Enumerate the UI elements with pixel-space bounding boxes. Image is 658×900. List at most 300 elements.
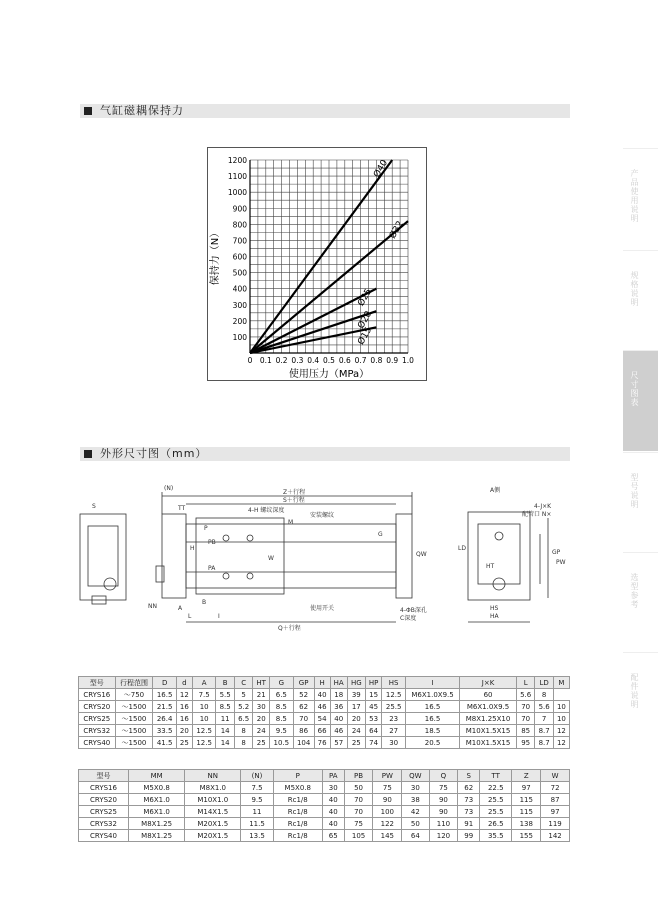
- side-tab-label: 选型参考: [630, 573, 639, 609]
- table-cell: 5.2: [234, 701, 252, 713]
- table-cell: 8: [234, 725, 252, 737]
- table-cell: 26.4: [153, 713, 177, 725]
- series-label: Ø25: [356, 287, 375, 309]
- table-cell: 8.5: [270, 701, 294, 713]
- table-cell: 40: [330, 713, 347, 725]
- column-header: P: [273, 770, 322, 782]
- cylinder-body: [186, 524, 396, 588]
- table-cell: 46: [330, 725, 347, 737]
- table-cell: 8.5: [216, 701, 234, 713]
- table-cell: 8.5: [270, 713, 294, 725]
- table-cell: 70: [516, 701, 534, 713]
- label-gp: GP: [552, 549, 561, 556]
- section-header-holding-force: [80, 104, 570, 118]
- section-title: 气缸磁耦保持力: [100, 104, 184, 117]
- table-cell: 10.5: [270, 737, 294, 749]
- label-q-stroke: Q＋行程: [278, 625, 301, 632]
- table-cell: 25.5: [382, 701, 406, 713]
- side-tab-selection[interactable]: [623, 552, 658, 651]
- x-tick-label: 0.1: [259, 356, 272, 365]
- table-cell: CRYS40: [79, 830, 129, 842]
- label-h: H: [190, 545, 195, 552]
- table-cell: M10X1.5X15: [460, 737, 517, 749]
- table-cell: 65: [322, 830, 344, 842]
- label-hs: HS: [490, 605, 499, 612]
- table-cell: 12: [553, 725, 569, 737]
- side-tab-label: 产品使用说明: [630, 169, 639, 223]
- table-cell: 30: [402, 782, 429, 794]
- y-tick-label: 100: [232, 332, 247, 342]
- table-cell: 57: [330, 737, 347, 749]
- table-cell: 14: [216, 737, 234, 749]
- table-cell: 11.5: [241, 818, 273, 830]
- table-cell: M8X1.25X10: [460, 713, 517, 725]
- y-axis-label: 保持力（N）: [210, 227, 221, 286]
- label-ha: HA: [490, 613, 499, 620]
- x-axis-label: 使用压力（MPa）: [288, 369, 370, 380]
- table-cell: 95: [516, 737, 534, 749]
- holding-force-chart: [207, 147, 427, 381]
- table-cell: 97: [541, 806, 570, 818]
- x-tick-label: 0.9: [386, 356, 399, 365]
- column-header: I: [405, 677, 459, 689]
- table-cell: CRYS32: [79, 725, 116, 737]
- section-header-dimensions: [80, 447, 570, 461]
- table-cell: M10X1.0: [185, 794, 241, 806]
- table-cell: 75: [373, 782, 402, 794]
- table-row: [79, 794, 570, 806]
- table-cell: M14X1.5: [185, 806, 241, 818]
- table-cell: M6X1.0: [129, 794, 185, 806]
- table-cell: ～1500: [115, 701, 153, 713]
- table-cell: 11: [241, 806, 273, 818]
- table-cell: 40: [322, 794, 344, 806]
- table-cell: 16.5: [153, 689, 177, 701]
- table-cell: 72: [541, 782, 570, 794]
- side-tab-usage[interactable]: [623, 148, 658, 249]
- column-header: M: [553, 677, 569, 689]
- table-cell: 8.7: [535, 737, 553, 749]
- table-cell: 86: [293, 725, 314, 737]
- column-header: Z: [512, 770, 541, 782]
- table-cell: 115: [512, 806, 541, 818]
- column-header: PB: [344, 770, 373, 782]
- table-cell: M5X0.8: [129, 782, 185, 794]
- table-cell: CRYS20: [79, 701, 116, 713]
- table-cell: 10: [553, 701, 569, 713]
- y-tick-label: 500: [232, 268, 247, 278]
- table-cell: 76: [314, 737, 330, 749]
- series-label: Ø40: [372, 158, 391, 180]
- table-row: [79, 713, 570, 725]
- table-cell: 62: [458, 782, 480, 794]
- label-mount-thread: 安装螺纹: [310, 512, 335, 519]
- label-switch: 使用开关: [310, 605, 335, 612]
- table-cell: 12.5: [192, 737, 216, 749]
- left-end-view: [80, 514, 126, 600]
- x-tick-label: 0.2: [275, 356, 288, 365]
- x-tick-label: 1.0: [402, 356, 414, 365]
- table-cell: M5X0.8: [273, 782, 322, 794]
- table-header-row: [79, 677, 570, 689]
- table-cell: 7.5: [192, 689, 216, 701]
- column-header: L: [516, 677, 534, 689]
- table-cell: 42: [402, 806, 429, 818]
- label-s: S: [92, 503, 96, 510]
- table-cell: CRYS16: [79, 689, 116, 701]
- table-cell: CRYS16: [79, 782, 129, 794]
- table-cell: 6.5: [234, 713, 252, 725]
- table-cell: 7: [535, 713, 553, 725]
- table-row: [79, 725, 570, 737]
- table-cell: 104: [293, 737, 314, 749]
- table-cell: 8.7: [535, 725, 553, 737]
- table-cell: 12.5: [192, 725, 216, 737]
- table-cell: M6X1.0X9.5: [405, 689, 459, 701]
- table-cell: 41.5: [153, 737, 177, 749]
- table-cell: 16.5: [405, 701, 459, 713]
- right-end-view: [468, 512, 530, 600]
- table-cell: 9.5: [270, 725, 294, 737]
- label-i: I: [218, 613, 220, 620]
- table-cell: 87: [541, 794, 570, 806]
- table-cell: 20: [176, 725, 192, 737]
- table-cell: 145: [373, 830, 402, 842]
- y-tick-label: 1200: [227, 156, 247, 165]
- table-cell: Rc1/8: [273, 818, 322, 830]
- table-cell: CRYS25: [79, 806, 129, 818]
- table-cell: 75: [429, 782, 458, 794]
- label-a-side: A侧: [490, 487, 501, 494]
- column-header: D: [153, 677, 177, 689]
- table-cell: M6X1.0X9.5: [460, 701, 517, 713]
- y-tick-label: 200: [232, 316, 247, 326]
- label-c-depth: C深度: [400, 615, 417, 622]
- table-cell: 64: [402, 830, 429, 842]
- label-port: 配管口 N×: [522, 511, 552, 518]
- column-header: A: [192, 677, 216, 689]
- column-header: HS: [382, 677, 406, 689]
- table-cell: Rc1/8: [273, 794, 322, 806]
- column-header: HT: [253, 677, 270, 689]
- column-header: HG: [347, 677, 365, 689]
- table-cell: 18: [330, 689, 347, 701]
- table-cell: 85: [516, 725, 534, 737]
- table-cell: 30: [253, 701, 270, 713]
- column-header: G: [270, 677, 294, 689]
- table-cell: M6X1.0: [129, 806, 185, 818]
- table-cell: 90: [373, 794, 402, 806]
- table-cell: CRYS25: [79, 713, 116, 725]
- table-cell: M8X1.0: [185, 782, 241, 794]
- table-cell: 38: [402, 794, 429, 806]
- label-s-stroke: S＋行程: [283, 497, 305, 504]
- column-header: W: [541, 770, 570, 782]
- table-cell: 22.5: [480, 782, 512, 794]
- left-end-cap: [162, 514, 186, 598]
- column-header: d: [176, 677, 192, 689]
- table-cell: 73: [458, 806, 480, 818]
- side-tab-specs[interactable]: [623, 250, 658, 349]
- label-pa: PA: [208, 565, 216, 572]
- table-cell: 25.5: [480, 806, 512, 818]
- table-cell: Rc1/8: [273, 806, 322, 818]
- table-cell: 90: [429, 794, 458, 806]
- table-cell: 25: [176, 737, 192, 749]
- table-row: [79, 689, 570, 701]
- table-cell: 16.5: [405, 713, 459, 725]
- table-cell: 122: [373, 818, 402, 830]
- table-cell: 54: [314, 713, 330, 725]
- table-cell: 120: [429, 830, 458, 842]
- table-cell: 75: [344, 818, 373, 830]
- table-cell: 6.5: [270, 689, 294, 701]
- square-bullet-icon: [84, 107, 92, 115]
- label-ld: LD: [458, 545, 466, 552]
- label-ht: HT: [486, 563, 495, 570]
- label-b: B: [202, 599, 207, 606]
- x-tick-label: 0.7: [354, 356, 367, 365]
- table-header-row: [79, 770, 570, 782]
- right-end-cap: [396, 514, 412, 598]
- table-cell: 16: [176, 701, 192, 713]
- column-header: J×K: [460, 677, 517, 689]
- table-cell: ～1500: [115, 737, 153, 749]
- table-cell: 70: [293, 713, 314, 725]
- left-end-inner: [88, 526, 118, 586]
- right-end-inner: [478, 524, 520, 584]
- table-cell: 110: [429, 818, 458, 830]
- table-cell: 155: [512, 830, 541, 842]
- label-4jk: 4-J×K: [534, 503, 552, 510]
- column-header: LD: [535, 677, 553, 689]
- table-cell: 105: [344, 830, 373, 842]
- table-cell: 119: [541, 818, 570, 830]
- table-cell: 40: [322, 806, 344, 818]
- table-cell: 20: [347, 713, 365, 725]
- table-cell: 10: [192, 701, 216, 713]
- column-header: Q: [429, 770, 458, 782]
- y-tick-label: 1100: [227, 172, 247, 182]
- dimension-drawing: [78, 484, 578, 634]
- table-cell: 8: [234, 737, 252, 749]
- table-cell: 30: [382, 737, 406, 749]
- chart-canvas: [208, 148, 426, 380]
- x-tick-label: 0.4: [307, 356, 320, 365]
- table-cell: 27: [382, 725, 406, 737]
- table-cell: 21.5: [153, 701, 177, 713]
- table-cell: 8: [535, 689, 553, 701]
- table-cell: 12: [176, 689, 192, 701]
- table-cell: 30: [322, 782, 344, 794]
- table-cell: 99: [458, 830, 480, 842]
- y-tick-label: 1000: [227, 188, 247, 198]
- table-row: [79, 701, 570, 713]
- column-header: QW: [402, 770, 429, 782]
- label-g: G: [378, 531, 383, 538]
- table-row: [79, 830, 570, 842]
- spec-table-1: [78, 676, 570, 749]
- table-cell: 46: [314, 701, 330, 713]
- column-header: C: [234, 677, 252, 689]
- series-label: Ø20: [356, 309, 375, 331]
- y-tick-label: 700: [232, 236, 247, 246]
- table-cell: 20: [253, 713, 270, 725]
- table-cell: M20X1.5: [185, 818, 241, 830]
- column-header: GP: [293, 677, 314, 689]
- label-tt: TT: [178, 505, 186, 512]
- table-cell: 33.5: [153, 725, 177, 737]
- column-header: 型号: [79, 677, 116, 689]
- table-cell: 12.5: [382, 689, 406, 701]
- table-cell: 90: [429, 806, 458, 818]
- table-cell: 73: [458, 794, 480, 806]
- label-l: L: [188, 613, 192, 620]
- table-cell: 7.5: [241, 782, 273, 794]
- column-header: NN: [185, 770, 241, 782]
- table-cell: 45: [365, 701, 382, 713]
- table-row: [79, 782, 570, 794]
- table-cell: 40: [322, 818, 344, 830]
- table-cell: 62: [293, 701, 314, 713]
- table-row: [79, 806, 570, 818]
- table-row: [79, 818, 570, 830]
- table-cell: 23: [382, 713, 406, 725]
- table-cell: 66: [314, 725, 330, 737]
- table-cell: 40: [314, 689, 330, 701]
- column-header: PW: [373, 770, 402, 782]
- table-cell: 97: [512, 782, 541, 794]
- series-label: Ø32: [387, 219, 406, 241]
- column-header: MM: [129, 770, 185, 782]
- label-p: P: [204, 525, 208, 532]
- y-tick-label: 400: [232, 284, 247, 294]
- label-n: (N): [164, 485, 174, 492]
- label-qw: QW: [416, 551, 427, 558]
- table-cell: M10X1.5X15: [460, 725, 517, 737]
- table-cell: 13.5: [241, 830, 273, 842]
- label-4-b-hole: 4-ΦB深孔: [400, 607, 427, 614]
- table-cell: CRYS40: [79, 737, 116, 749]
- table-cell: 25.5: [480, 794, 512, 806]
- table-cell: 64: [365, 725, 382, 737]
- table-cell: 25: [253, 737, 270, 749]
- table-cell: Rc1/8: [273, 830, 322, 842]
- table-cell: M8X1.25: [129, 830, 185, 842]
- side-tab-accessories[interactable]: [623, 652, 658, 753]
- table-cell: 24: [253, 725, 270, 737]
- column-header: (N): [241, 770, 273, 782]
- table-cell: 70: [516, 713, 534, 725]
- table-cell: 35.5: [480, 830, 512, 842]
- label-w: W: [268, 555, 274, 562]
- side-tab-dimensions[interactable]: [623, 350, 658, 451]
- table-cell: 50: [344, 782, 373, 794]
- table-cell: ～1500: [115, 725, 153, 737]
- table-cell: 115: [512, 794, 541, 806]
- table-cell: 11: [216, 713, 234, 725]
- y-tick-label: 800: [232, 220, 247, 230]
- label-a: A: [178, 605, 183, 612]
- table-cell: 74: [365, 737, 382, 749]
- table-cell: 12: [553, 737, 569, 749]
- table-cell: 138: [512, 818, 541, 830]
- port-circle: [104, 578, 116, 590]
- side-tab-models[interactable]: [623, 452, 658, 551]
- series-label: Ø15: [356, 325, 375, 347]
- table-cell: 25: [347, 737, 365, 749]
- label-pb: PB: [208, 539, 216, 546]
- x-tick-label: 0: [247, 356, 253, 365]
- table-cell: 142: [541, 830, 570, 842]
- table-cell: 16: [176, 713, 192, 725]
- column-header: 型号: [79, 770, 129, 782]
- table-cell: 20.5: [405, 737, 459, 749]
- table-cell: 5.5: [216, 689, 234, 701]
- column-header: S: [458, 770, 480, 782]
- column-header: HA: [330, 677, 347, 689]
- rod-end: [156, 566, 164, 582]
- table-cell: 5.6: [516, 689, 534, 701]
- label-m: M: [288, 519, 294, 526]
- table-cell: 21: [253, 689, 270, 701]
- x-tick-label: 0.3: [291, 356, 304, 365]
- table-cell: 9.5: [241, 794, 273, 806]
- table-cell: M8X1.25: [129, 818, 185, 830]
- table-cell: CRYS32: [79, 818, 129, 830]
- table-cell: 18.5: [405, 725, 459, 737]
- label-z-stroke: Z＋行程: [283, 489, 306, 496]
- section-title: 外形尺寸图（mm）: [100, 447, 208, 460]
- side-tab-label: 尺寸图表: [630, 371, 639, 407]
- table-cell: 26.5: [480, 818, 512, 830]
- table-cell: 5: [234, 689, 252, 701]
- side-tab-label: 配件说明: [630, 673, 639, 709]
- table-row: [79, 737, 570, 749]
- column-header: 行程范围: [115, 677, 153, 689]
- table-cell: 91: [458, 818, 480, 830]
- table-cell: 10: [192, 713, 216, 725]
- table-cell: 17: [347, 701, 365, 713]
- table-cell: 100: [373, 806, 402, 818]
- side-tab-label: 规格说明: [630, 271, 639, 307]
- table-cell: CRYS20: [79, 794, 129, 806]
- label-4h-thread: 4-H 螺纹深度: [248, 507, 285, 514]
- square-bullet-icon: [84, 450, 92, 458]
- x-tick-label: 0.8: [370, 356, 383, 365]
- table-cell: 15: [365, 689, 382, 701]
- y-tick-label: 600: [232, 252, 247, 262]
- table-cell: 50: [402, 818, 429, 830]
- table-cell: M20X1.5: [185, 830, 241, 842]
- y-tick-label: 900: [232, 204, 247, 214]
- column-header: PA: [322, 770, 344, 782]
- table-cell: ～1500: [115, 713, 153, 725]
- table-cell: 24: [347, 725, 365, 737]
- table-cell: 39: [347, 689, 365, 701]
- table-cell: ～750: [115, 689, 153, 701]
- table-cell: 70: [344, 794, 373, 806]
- table-cell: 53: [365, 713, 382, 725]
- y-tick-label: 300: [232, 300, 247, 310]
- table-cell: 10: [553, 713, 569, 725]
- table-cell: 70: [344, 806, 373, 818]
- x-tick-label: 0.6: [338, 356, 351, 365]
- column-header: HP: [365, 677, 382, 689]
- column-header: B: [216, 677, 234, 689]
- table-cell: 36: [330, 701, 347, 713]
- table-cell: 60: [460, 689, 517, 701]
